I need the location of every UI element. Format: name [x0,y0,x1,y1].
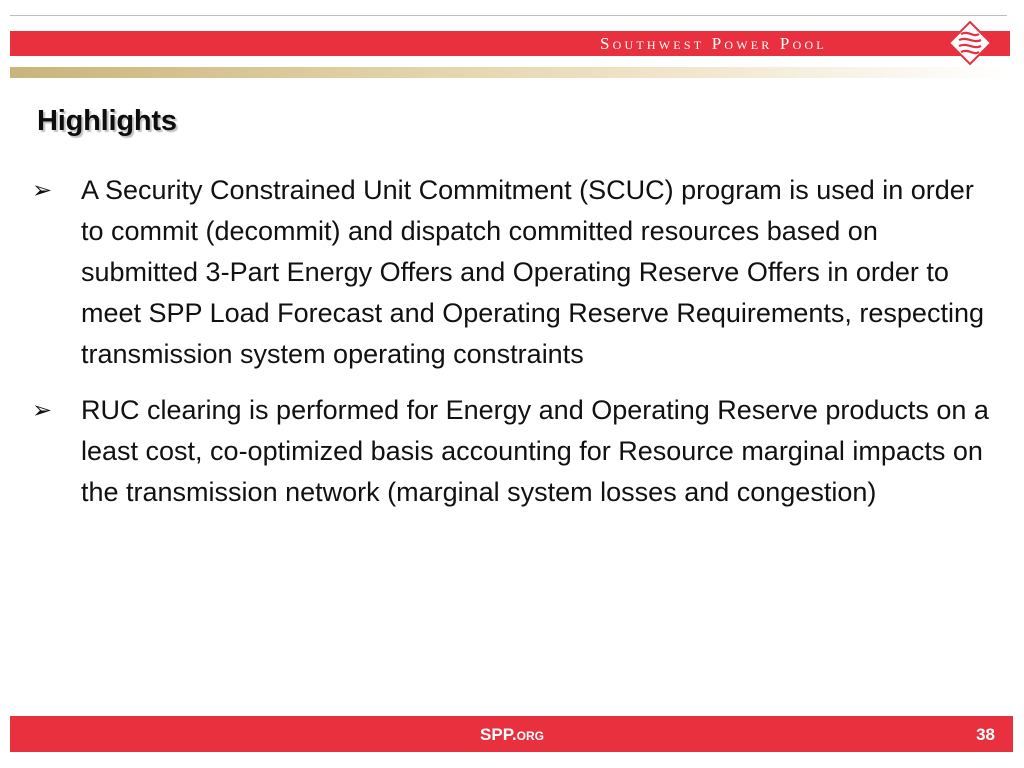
bullet-list [32,170,992,528]
footer-site-prefix: SPP. [480,725,517,744]
arrowhead-bullet-icon: ➢ [32,396,53,424]
bullet-item [32,390,992,513]
bullet-text: A Security Constrained Unit Commitment (SCUC) program is used in order to commit (decommit) and dispatch committed resources based on submitted 3-Part Energy Offers and Operating Reserve Offers in order to meet SPP Load Forecast and Operating Reserve Requirements, respecting transmission system operating constraints [81,175,984,369]
bullet-text: RUC clearing is performed for Energy and Operating Reserve products on a least cost, co-optimized basis accounting for Resource marginal impacts on the transmission network (marginal system losses and congestion) [81,395,989,507]
organization-name: Southwest Power Pool [600,34,827,53]
header-bar [10,31,1010,56]
footer-website [0,724,1024,746]
bullet-item [32,170,992,375]
page-number: 38 [976,725,995,744]
top-divider [10,15,1007,16]
footer-site-suffix: org [516,725,544,744]
spp-diamond-logo-icon [947,20,993,66]
gold-gradient-bar [10,67,1010,78]
slide-title: Highlights [37,105,177,137]
arrowhead-bullet-icon: ➢ [32,176,53,204]
